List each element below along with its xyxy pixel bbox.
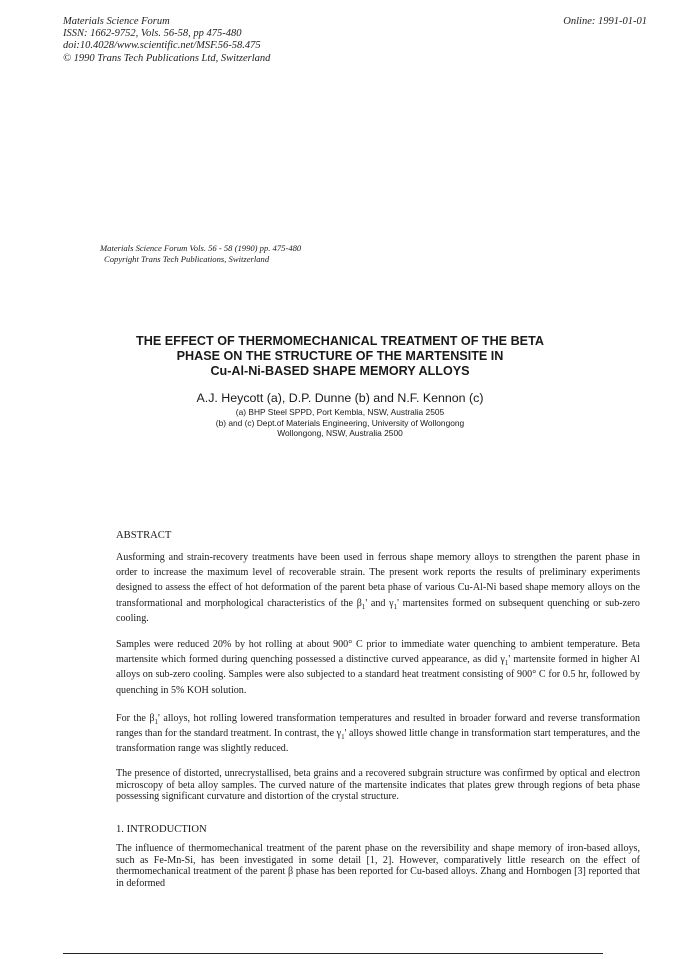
subscript: 1 [154, 718, 159, 727]
author-list: A.J. Heycott (a), D.P. Dunne (b) and N.F. Kennon (c) [196, 391, 484, 405]
subscript: 1 [504, 659, 509, 668]
introduction-paragraph-1: The influence of thermomechanical treatment of the parent phase on the reversibility and shape memory of iron-based alloys, such as Fe-Mn-Si, has been investigated in some detail [1, 2]. However, comparatively little research on the effect of thermomechanical treatment of the parent β phase has been reported for Cu-based alloys. Zhang and Hornbogen [3] reported that in deformed [116, 843, 640, 889]
abstract-paragraph-2 [116, 637, 640, 698]
beta-symbol: β [356, 597, 362, 609]
p2-text-b: ' martensite formed in higher Al alloys on sub-zero cooling. Samples were also subjected to a standard heat treatment consisting of 900° C for 0.5 hr, followed by quenching in 5% KOH solution. [116, 654, 640, 696]
issn-line: ISSN: 1662-9752, Vols. 56-58, pp 475-480 [63, 28, 242, 40]
p2-text-a: Samples were reduced 20% by hot rolling at about 900° C prior to immediate water quenching to ambient temperature. Beta martensite which formed during quenching possessed a distinctive curved appearance, as did [116, 639, 640, 666]
publication-metadata [63, 16, 270, 65]
beta-symbol: β [149, 713, 155, 724]
doi-line[interactable]: doi:10.4028/www.scientific.net/MSF.56-58.475 [63, 40, 261, 52]
p1-text-a: Ausforming and strain-recovery treatments have been used in ferrous shape memory alloys to strengthen the parent phase in order to increase the maximum level of recoverable strain. The present work reports the results of preliminary experiments designed to assess the effect of hot deformation of the parent beta phase of various Cu-Al-Ni based shape memory alloys on the transformational and morphological characteristics of the [116, 552, 640, 609]
affiliation-line: (a) BHP Steel SPPD, Port Kembla, NSW, Australia 2505 [235, 407, 445, 417]
citation-block [100, 243, 301, 265]
p3-text-b: ' alloys, hot rolling lowered transformation temperatures and resulted in broader forward and reverse transformation ranges than for the standard treatment. In contrast, the [116, 713, 640, 740]
subscript: 1 [393, 602, 398, 611]
paper-title [60, 334, 620, 380]
subscript: 1 [341, 733, 345, 742]
footer-divider [63, 953, 603, 954]
p3-text-c: ' alloys showed little change in transformation start temperatures, and the transformation range was slightly reduced. [116, 728, 640, 755]
abstract-paragraph-4: The presence of distorted, unrecrystallised, beta grains and a recovered subgrain structure was confirmed by optical and electron microscopy of beta alloy samples. The curved nature of the martensite indicates that plates grew through regions of beta phase possessing significant curvature and distortion of the crystal structure. [116, 768, 640, 803]
gamma-symbol: γ [336, 728, 342, 740]
citation-line: Materials Science Forum Vols. 56 - 58 (1990) pp. 475-480 [100, 243, 302, 253]
p1-text-c: ' martensites formed on subsequent quenching or sub-zero cooling. [116, 597, 640, 624]
affiliation-line: (b) and (c) Dept.of Materials Engineering, University of Wollongong [215, 417, 465, 428]
gamma-symbol: γ [500, 654, 505, 666]
online-date: Online: 1991-01-01 [563, 16, 647, 27]
gamma-symbol: γ [389, 597, 394, 609]
copyright-line: © 1990 Trans Tech Publications Ltd, Switzerland [63, 52, 271, 64]
title-line: THE EFFECT OF THERMOMECHANICAL TREATMENT OF THE BETA [136, 334, 544, 348]
p3-text-a: For the [116, 713, 150, 724]
subscript: 1 [361, 602, 366, 611]
journal-name: Materials Science Forum [63, 16, 170, 27]
citation-copyright: Copyright Trans Tech Publications, Switzerland [104, 254, 270, 264]
affiliations [60, 407, 620, 439]
p1-text-b: ' and [365, 597, 390, 609]
title-line: PHASE ON THE STRUCTURE OF THE MARTENSITE IN [176, 349, 504, 364]
abstract-paragraph-1 [116, 550, 640, 626]
title-line: Cu-Al-Ni-BASED SHAPE MEMORY ALLOYS [210, 364, 470, 379]
introduction-heading: 1. INTRODUCTION [116, 824, 207, 835]
abstract-heading: ABSTRACT [116, 530, 172, 541]
affiliation-line: Wollongong, NSW, Australia 2500 [277, 428, 403, 439]
abstract-paragraph-3 [116, 711, 640, 757]
